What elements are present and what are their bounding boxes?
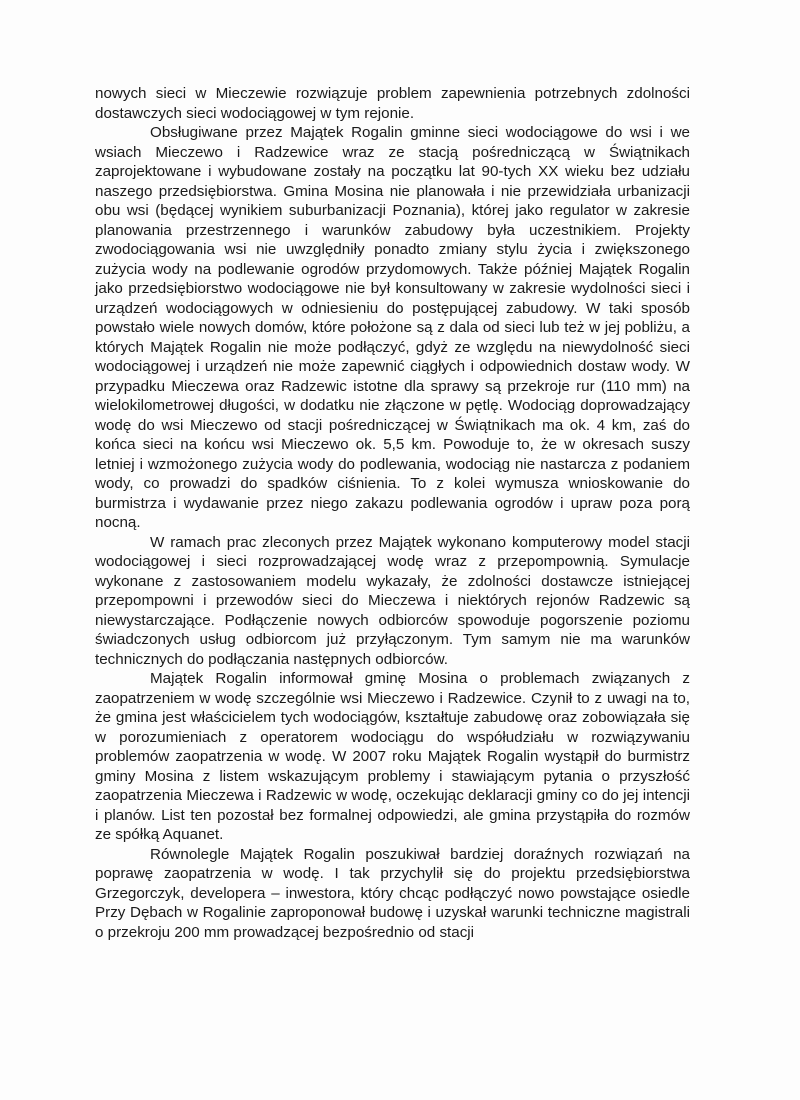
paragraph-5: Równolegle Majątek Rogalin poszukiwał bardziej doraźnych rozwiązań na poprawę zaopatrzenia w wodę. I tak przychylił się do projektu przedsiębiorstwa Grzegorczyk, developera – inwestora, który chcąc podłączyć nowo powstające osiedle Przy Dębach w Rogalinie zaproponował budowę i uzyskał warunki techniczne magistrali o przekroju 200 mm prowadzącej bezpośrednio od stacji [95, 845, 690, 941]
document-body [95, 84, 690, 942]
paragraph-2: Obsługiwane przez Majątek Rogalin gminne sieci wodociągowe do wsi i we wsiach Mieczewo i Radzewice wraz ze stacją pośredniczącą w Świątnikach zaprojektowane i wybudowane zostały na początku lat 90-tych XX wieku bez udziału naszego przedsiębiorstwa. Gmina Mosina nie planowała i nie przewidziała urbanizacji obu wsi (będącej wynikiem suburbanizacji Poznania), której jako regulator w zakresie planowania przestrzennego i warunków zabudowy była uczestnikiem. Projekty zwodociągowania wsi nie uwzględniły ponadto zmiany stylu życia i zwiększonego zużycia wody na podlewanie ogrodów przydomowych. Także później Majątek Rogalin jako przedsiębiorstwo wodociągowe nie był konsultowany w zakresie wydolności sieci i urządzeń wodociągowych w odniesieniu do postępującej zabudowy. W taki sposób powstało wiele nowych domów, które położone są z dala od sieci lub też w jej pobliżu, a których Majątek Rogalin nie może podłączyć, gdyż ze względu na niewydolność sieci wodociągowej i urządzeń nie może zapewnić ciągłych i odpowiednich dostaw wody. W przypadku Mieczewa oraz Radzewic istotne dla sprawy są przekroje rur (110 mm) na wielokilometrowej długości, w dodatku nie złączone w pętlę. Wodociąg doprowadzający wodę do wsi Mieczewo od stacji pośredniczącej w Świątnikach ma ok. 4 km, zaś do końca sieci na końcu wsi Mieczewo ok. 5,5 km. Powoduje to, że w okresach suszy letniej i wzmożonego zużycia wody do podlewania, wodociąg nie nastarcza z podaniem wody, co prowadzi do spadków ciśnienia. To z kolei wymusza wnioskowanie do burmistrza i wydawanie przez niego zakazu podlewania ogrodów i upraw poza porą nocną. [95, 124, 690, 531]
paragraph-4: Majątek Rogalin informował gminę Mosina o problemach związanych z zaopatrzeniem w wodę szczególnie wsi Mieczewo i Radzewice. Czynił to z uwagi na to, że gmina jest właścicielem tych wodociągów, kształtuje zabudowę oraz zobowiązała się w porozumieniach z operatorem wodociągu do współudziału w rozwiązywaniu problemów zaopatrzenia w wodę. W 2007 roku Majątek Rogalin wystąpił do burmistrz gminy Mosina z listem wskazującym problemy i stawiającym pytania o przyszłość zaopatrzenia Mieczewa i Radzewic w wodę, oczekując deklaracji gminy co do jej intencji i planów. List ten pozostał bez formalnej odpowiedzi, ale gmina przystąpiła do rozmów ze spółką Aquanet. [95, 670, 690, 843]
paragraph-3: W ramach prac zleconych przez Majątek wykonano komputerowy model stacji wodociągowej i sieci rozprowadzającej wodę wraz z przepompownią. Symulacje wykonane z zastosowaniem modelu wykazały, że zdolności dostawcze istniejącej przepompowni i przewodów sieci do Mieczewa i niektórych rejonów Radzewic są niewystarczające. Podłączenie nowych odbiorców spowoduje pogorszenie poziomu świadczonych usług odbiorcom już przyłączonym. Tym samym nie ma warunków technicznych do podłączania następnych odbiorców. [95, 533, 690, 668]
paragraph-1: nowych sieci w Mieczewie rozwiązuje problem zapewnienia potrzebnych zdolności dostawczych sieci wodociągowej w tym rejonie. [95, 85, 690, 122]
